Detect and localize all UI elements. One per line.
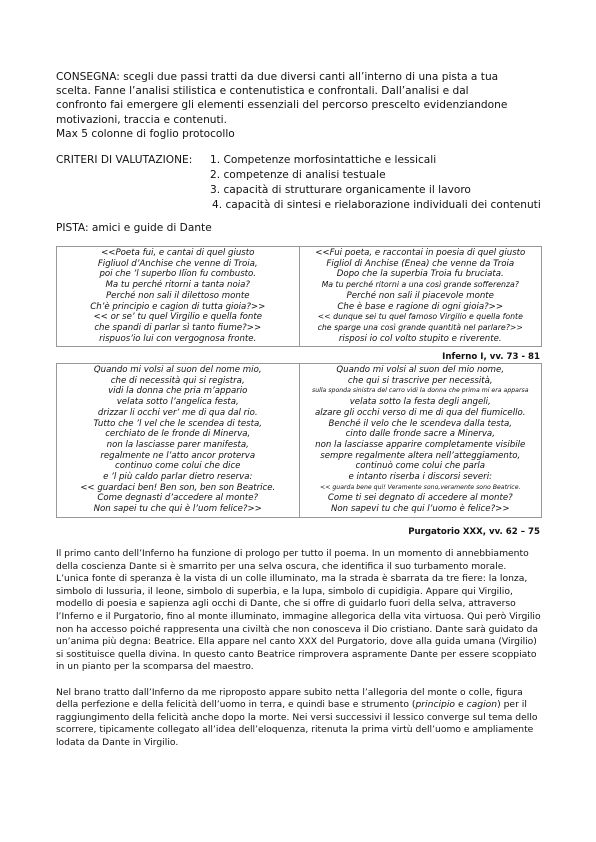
criteri-block [56, 153, 546, 213]
verse-line: regalmente ne l’atto ancor proterva [100, 450, 256, 461]
criteri-row [56, 168, 546, 183]
verse-line: Come ti sei degnato di accedere al monte? [327, 493, 513, 504]
verse-line: non la lasciasse parer manifesta, [106, 439, 249, 450]
passo2-originale-cell [57, 364, 300, 518]
criteri-row [56, 153, 546, 168]
verse-line: Ch’è principio e cagion di tutta gioia?>> [90, 301, 266, 312]
verse-line: << or se’ tu quel Virgilio e quella fonte [93, 312, 262, 323]
verse-line: che qui si trascrive per necessità, [347, 375, 493, 386]
verse-line: drizzar li occhi ver’ me di qua dal rio. [97, 407, 258, 418]
passo2-parafrasi-cell [299, 364, 542, 518]
pista-heading: PISTA: amici e guide di Dante [56, 222, 212, 234]
verse-line: << guardaci ben! Ben son, ben son Beatrice. [80, 482, 276, 493]
commento-block [56, 548, 542, 762]
passo1-parafrasi-cell [299, 247, 542, 347]
passo2-table [56, 363, 542, 518]
verse-line: << dunque sei tu quel famoso Virgilio e quella fonte [317, 312, 523, 322]
verse-line: Come degnasti d’accedere al monte? [97, 493, 259, 504]
verse-line: poi che ’l superbo Ilïon fu combusto. [99, 269, 257, 280]
verse-line: Perché non sali il piacevole monte [346, 290, 494, 301]
verse-line: Figliuol d’Anchise che venne di Troia, [97, 258, 258, 269]
passo1-table [56, 246, 542, 347]
criteri-label: CRITERI DI VALUTAZIONE: [56, 154, 193, 166]
verse-line: Dopo che la superbia Troia fu bruciata. [336, 269, 504, 280]
verse-line: che spandi di parlar sì tanto fiume?>> [94, 322, 262, 333]
consegna-line: motivazioni, traccia e contenuti. [56, 113, 227, 126]
consegna-line: confronto fai emergere gli elementi essenziali del percorso prescelto evidenziandone [56, 99, 508, 112]
passo1-originale-cell [57, 247, 300, 347]
verse-line: velata sotto l’angelica festa, [116, 397, 239, 408]
verse-line: e ’l più caldo parlar dietro reserva: [103, 472, 253, 483]
commento-emphasis: cagion [466, 699, 498, 711]
passo1-riferimento: Inferno I, vv. 73 - 81 [442, 352, 540, 362]
commento-text: ) per il raggiungimento della felicità anche dopo la morte. Nei versi successivi il lessico converge sul tema dello scorrere, tipicamente collegato all’idea dell’eloquenza, ritenuta la prima virtù dell’uomo e ampliamente lodata da Dante in Virgilio. [56, 699, 538, 748]
verse-line: Ma tu perché ritorni a una così grande sofferenza? [321, 280, 519, 290]
commento-paragraph: Il primo canto dell’Inferno ha funzione di prologo per tutto il poema. In un momento di annebbiamento della coscienza Dante si è smarrito per una selva oscura, che identifica il suo turbamento morale. L’unica fonte di speranza è la vista di un colle illuminato, ma la strada è sbarrata da tre fiere: la lonza, simbolo di lussuria, il leone, simbolo di superbia, e la lupa, simbolo di cupidigia. Appare qui Virgilio, modello di poesia e sapienza agli occhi di Dante, che si offre di guidarlo fuori della selva, attraverso l’Inferno e il Purgatorio, fino al monte illuminato, immagine allegorica della vita virtuosa. Qui però Virgilio non ha accesso poiché rappresenta una civiltà che non conosceva il Dio cristiano. Dante sarà guidato da un’anima più degna: Beatrice. Ella appare nel canto XXX del Purgatorio, dove alla guida umana (Virgilio) si sostituisce quella divina. In questo canto Beatrice rimprovera aspramente Dante per essere scoppiato in un pianto per la scomparsa del maestro. [56, 548, 541, 673]
consegna-line: Max 5 colonne di foglio protocollo [56, 127, 235, 140]
commento-emphasis: principio [415, 699, 456, 711]
criteri-item: 2. competenze di analisi testuale [210, 169, 386, 181]
verse-line: cerchiato de le fronde di Minerva, [105, 429, 251, 440]
verse-line: Figliol di Anchise (Enea) che venne da Troia [326, 258, 515, 269]
criteri-item: 1. Competenze morfosintattiche e lessicali [210, 154, 437, 166]
verse-line: Quando mi volsi al suon del mio nome, [336, 365, 505, 375]
verse-line: vidi la donna che pria m’appario [108, 386, 248, 397]
verse-line: sempre regalmente altera nell’atteggiamento, [320, 450, 521, 461]
commento-paragraph [56, 687, 542, 750]
criteri-row [56, 198, 546, 213]
verse-line: continuò come colui che parla [355, 461, 485, 472]
verse-line: Benché il velo che le scendeva dalla testa, [328, 418, 512, 429]
verse-line: non la lasciasse apparire completamente visibile [315, 439, 526, 450]
verse-line: Non sapei tu che qui è l’uom felice?>> [93, 504, 262, 515]
verse-line: Quando mi volsi al suon del nome mio, [93, 365, 262, 375]
commento-text: Nel brano tratto dall’Inferno da me riproposto appare subito netta l’allegoria del monte o colle, figura della perfezione e della felicità dell’uomo in terra, e quindi base e strumento ( [56, 686, 523, 711]
verse-line: Non sapevi tu che qui l’uomo è felice?>> [330, 504, 510, 515]
criteri-item: 3. capacità di strutturare organicamente il lavoro [210, 184, 471, 196]
verse-line: rispuos’io lui con vergognosa fronte. [99, 333, 257, 344]
verse-line: alzare gli occhi verso di me di qua del fiumicello. [315, 407, 526, 418]
verse-line: risposi io col volto stupito e riverente. [338, 333, 502, 344]
passo2-riferimento: Purgatorio XXX, vv. 62 – 75 [408, 527, 540, 537]
consegna-block [56, 70, 536, 141]
verse-line: cinto dalle fronde sacre a Minerva, [345, 429, 495, 440]
verse-line: Ma tu perché ritorni a tanta noia? [105, 280, 250, 291]
commento-text: e [455, 699, 467, 711]
verse-line: << guarda bene qui! Veramente sono,veramente sono Beatrice. [320, 483, 521, 491]
verse-line: <<Fui poeta, e raccontai in poesia di quel giusto [315, 248, 526, 258]
verse-line: velata sotto la festa degli angeli, [349, 397, 491, 408]
verse-line: che di necessità qui si registra, [110, 375, 245, 386]
criteri-row [56, 183, 546, 198]
verse-line: <<Poeta fui, e cantai di quel giusto [101, 248, 255, 258]
consegna-line: scelta. Fanne l’analisi stilistica e contenutistica e confrontali. Dall’analisi e dal [56, 85, 469, 98]
criteri-item: 4. capacità di sintesi e rielaborazione individuali dei contenuti [212, 199, 541, 211]
verse-line: sulla sponda sinistra del carro vidi la donna che prima mi era apparsa [311, 387, 529, 395]
verse-line: Che è base e ragione di ogni gioia?>> [337, 301, 504, 312]
verse-line: che sparge una così grande quantità nel parlare?>> [317, 322, 523, 332]
verse-line: Tutto che ’l vel che le scendea di testa, [93, 418, 262, 429]
consegna-line: CONSEGNA: scegli due passi tratti da due diversi canti all’interno di una pista a tua [56, 71, 499, 83]
verse-line: Perché non sali il dilettoso monte [105, 290, 250, 301]
verse-line: e intanto riserba i discorsi severi: [348, 472, 492, 483]
verse-line: continuo come colui che dice [115, 461, 241, 472]
